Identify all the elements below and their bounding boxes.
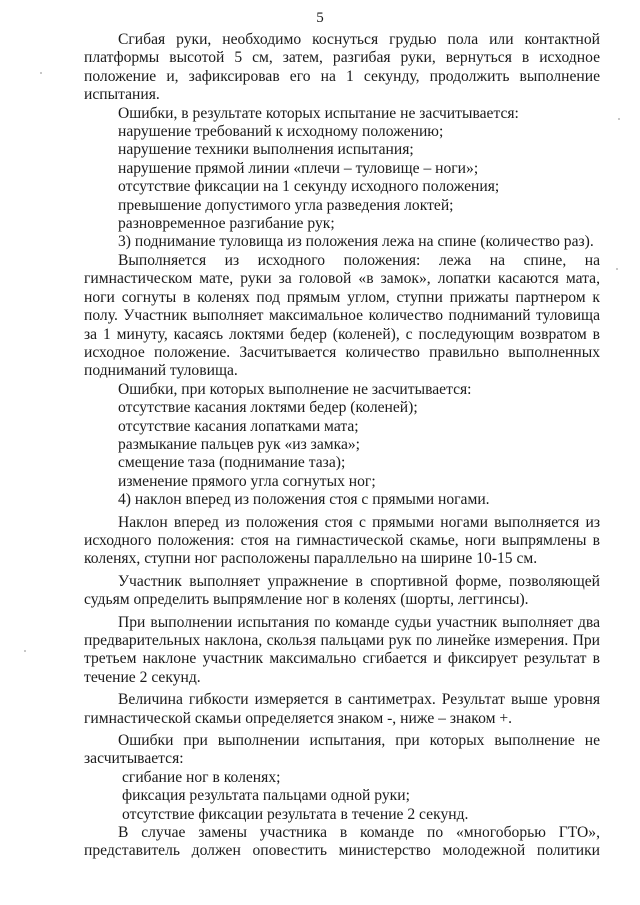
list-item: сгибание ног в коленях;	[122, 768, 281, 786]
list-item: отсутствие фиксации результата в течение 2 секунд.	[122, 805, 469, 823]
paragraph-participant-replacement: В случае замены участника в команде по «многоборью ГТО», представитель должен оповестить министерство молодежной политики	[84, 824, 600, 860]
errors-heading-forward-bend: Ошибки при выполнении испытания, при которых выполнение не засчитывается:	[84, 732, 600, 768]
list-item: нарушение требований к исходному положению;	[118, 123, 444, 141]
list-item: изменение прямого угла согнутых ног;	[118, 472, 376, 490]
document-body	[84, 31, 600, 861]
page-number: 5	[316, 10, 324, 26]
section-heading-forward-bend: 4) наклон вперед из положения стоя с прямыми ногами.	[118, 491, 490, 509]
paragraph-flexibility-measure: Величина гибкости измеряется в сантиметрах. Результат выше уровня гимнастической скамьи определяется знаком -, ниже – знаком +.	[84, 691, 600, 727]
scan-speck	[618, 118, 620, 120]
list-item: смещение таза (поднимание таза);	[118, 454, 346, 472]
list-item: фиксация результата пальцами одной руки;	[122, 787, 410, 805]
scan-speck	[24, 650, 26, 652]
list-item: размыкание пальцев рук «из замка»;	[118, 435, 360, 453]
list-item: нарушение техники выполнения испытания;	[118, 141, 414, 159]
paragraph-sit-up-technique: Выполняется из исходного положения: лежа на спине, на гимнастическом мате, руки за головой «в замок», лопатки касаются мата, ноги согнуты в коленях под прямым углом, ступни прижаты партнером к полу. Участник выполняет максимальное количество подниманий туловища за 1 минуту, касаясь локтями бедер (коленей), с последующим возвратом в исходное положение. Засчитывается количество правильно выполненных подниманий туловища.	[84, 251, 600, 380]
scan-speck	[40, 72, 42, 74]
list-item: отсутствие касания лопатками мата;	[118, 417, 359, 435]
list-item: отсутствие фиксации на 1 секунду исходного положения;	[118, 178, 500, 196]
paragraph-bend-procedure: При выполнении испытания по команде судьи участник выполняет два предварительных наклона, скользя пальцами рук по линейке измерения. При третьем наклоне участник максимально сгибается и фиксирует результат в течение 2 секунд.	[84, 613, 600, 686]
list-item: нарушение прямой линии «плечи – туловище – ноги»;	[118, 159, 479, 177]
paragraph-sport-uniform: Участник выполняет упражнение в спортивной форме, позволяющей судьям определить выпрямление ног в коленях (шорты, леггинсы).	[84, 572, 600, 609]
scan-speck	[616, 268, 618, 270]
list-item: разновременное разгибание рук;	[118, 215, 335, 233]
errors-heading-push-up: Ошибки, в результате которых испытание не засчитывается:	[118, 104, 519, 122]
section-heading-sit-ups: 3) поднимание туловища из положения лежа на спине (количество раз).	[118, 233, 594, 251]
list-item: отсутствие касания локтями бедер (коленей);	[118, 399, 418, 417]
paragraph-push-up-technique: Сгибая руки, необходимо коснуться грудью пола или контактной платформы высотой 5 см, затем, разгибая руки, вернуться в исходное положение и, зафиксировав его на 1 секунду, продолжить выполнение испытания.	[84, 31, 600, 104]
paragraph-forward-bend-position: Наклон вперед из положения стоя с прямыми ногами выполняется из исходного положения: стоя на гимнастической скамье, ноги выпрямлены в коленях, ступни ног расположены параллельно на ширине 10-15 см.	[84, 513, 600, 568]
errors-heading-sit-ups: Ошибки, при которых выполнение не засчитывается:	[118, 380, 472, 398]
list-item: превышение допустимого угла разведения локтей;	[118, 196, 454, 214]
